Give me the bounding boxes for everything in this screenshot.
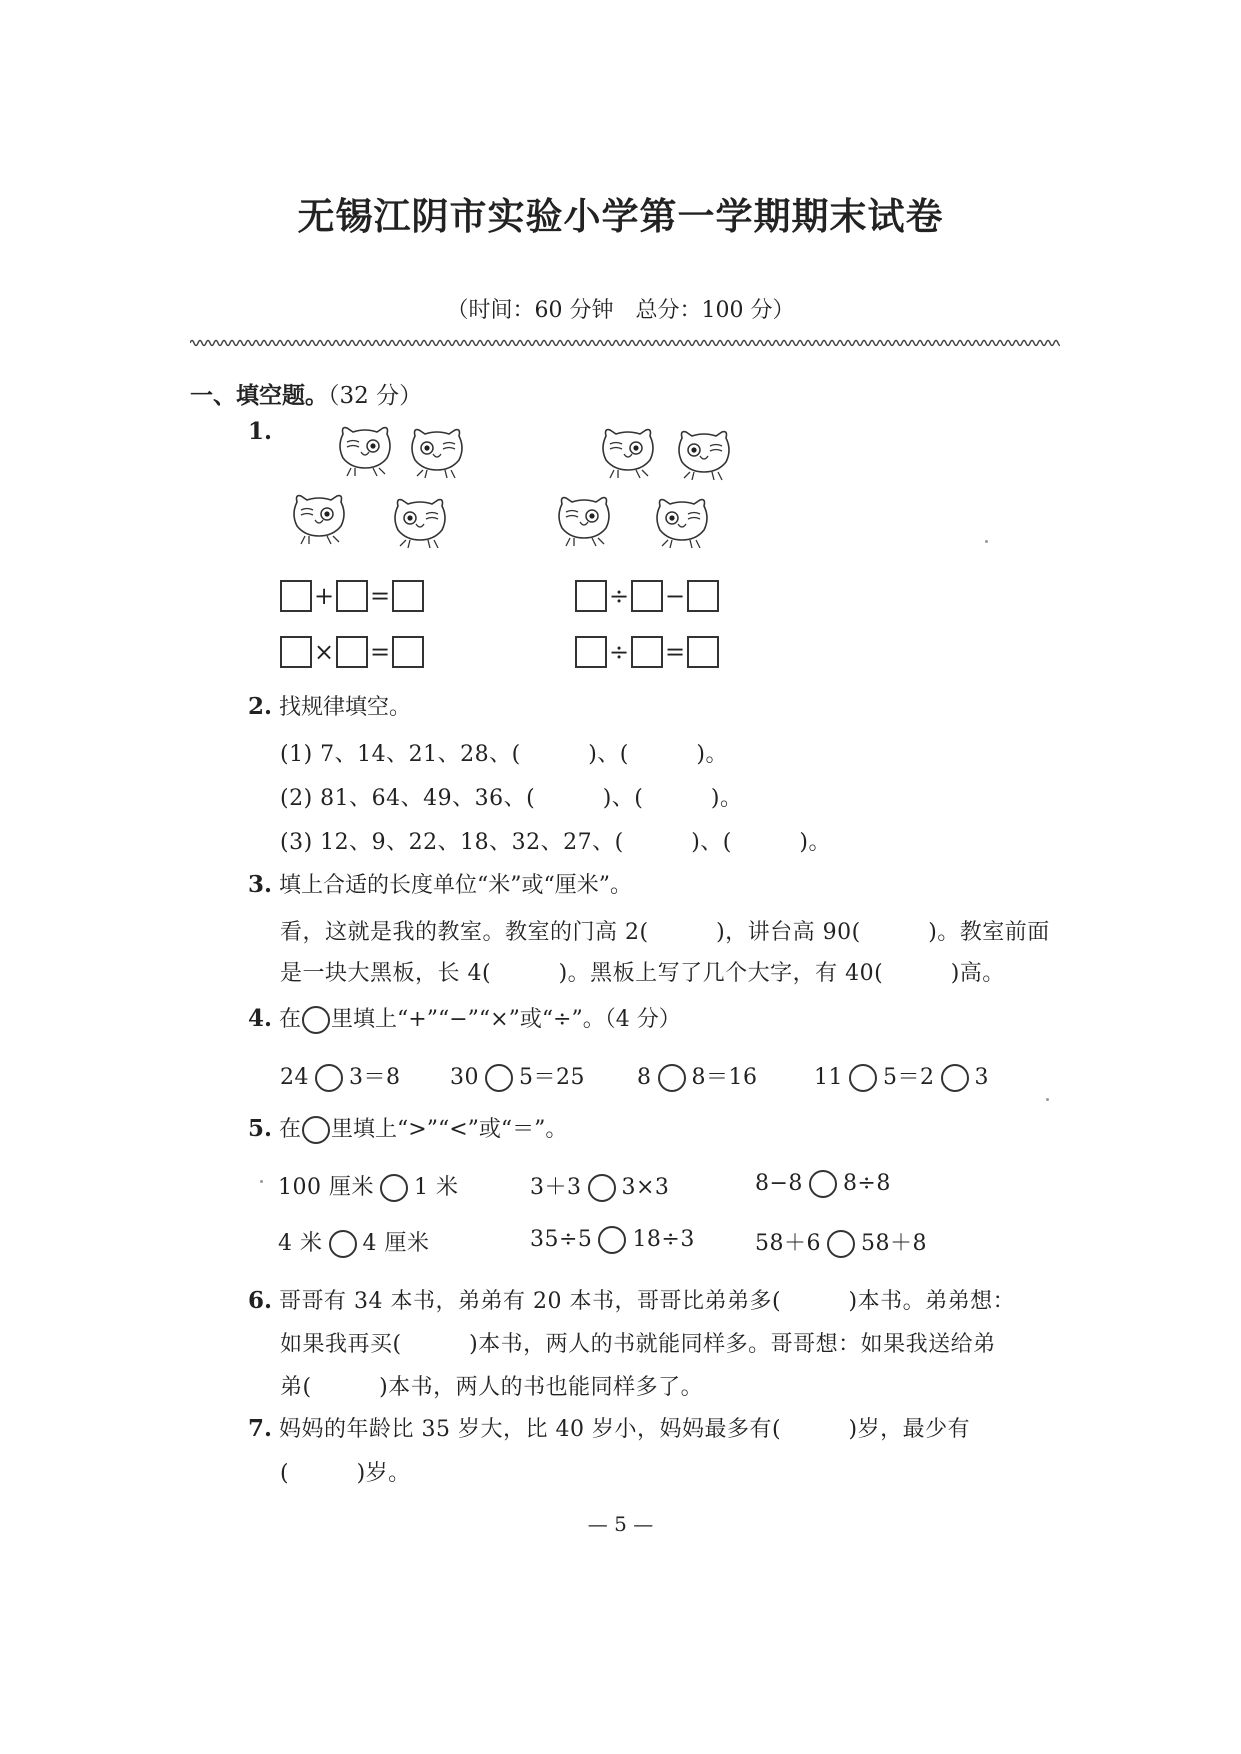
- question-2: [248, 690, 411, 721]
- answer-box[interactable]: [280, 580, 312, 612]
- answer-box[interactable]: [687, 580, 719, 612]
- circle-icon: [302, 1006, 330, 1034]
- paragraph-line: 哥哥有 34 本书，弟弟有 20 本书，哥哥比弟弟多( )本书。弟弟想：: [279, 1289, 1016, 1314]
- section-points: （32 分）: [328, 383, 423, 409]
- question-4: [248, 1002, 681, 1034]
- paragraph-line: ( )岁。: [280, 1461, 411, 1486]
- exam-info: （时间：60 分钟 总分：100 分）: [446, 298, 795, 323]
- operator: =: [664, 638, 686, 666]
- expr-part: 24: [280, 1065, 309, 1090]
- expr-part: 58＋8: [861, 1231, 927, 1256]
- expr-part: 100 厘米: [278, 1175, 374, 1200]
- section-label: 一、填空题。: [190, 382, 328, 409]
- expr-part: 8÷8: [842, 1171, 891, 1196]
- expr-part: 4 厘米: [362, 1231, 430, 1256]
- sequence-line: (1) 7、14、21、28、( )、( )。: [280, 742, 728, 767]
- answer-box[interactable]: [336, 636, 368, 668]
- question-text: 填上合适的长度单位“米”或“厘米”。: [279, 873, 633, 898]
- owl-icon: [672, 426, 736, 482]
- answer-circle[interactable]: [827, 1230, 855, 1258]
- answer-box[interactable]: [575, 580, 607, 612]
- question-number: 4.: [248, 1005, 273, 1032]
- answer-box[interactable]: [687, 636, 719, 668]
- operator-row: [637, 1060, 758, 1092]
- paragraph-line: 如果我再买( )本书，两人的书就能同样多。哥哥想：如果我送给弟: [280, 1332, 996, 1357]
- sequence-line: (2) 81、64、49、36、( )、( )。: [280, 786, 743, 811]
- operator: +: [313, 582, 335, 610]
- owl-icon: [596, 424, 660, 480]
- expr-part: 11: [814, 1065, 843, 1090]
- question-number: 7.: [248, 1415, 273, 1442]
- question-text: 里填上“+”“−”“×”或“÷”。（4 分）: [331, 1007, 681, 1032]
- owl-icon: [333, 422, 397, 478]
- section-heading: [190, 377, 422, 410]
- answer-circle[interactable]: [849, 1064, 877, 1092]
- answer-circle[interactable]: [941, 1064, 969, 1092]
- operator-row: [450, 1060, 585, 1092]
- answer-circle[interactable]: [598, 1226, 626, 1254]
- operator: ×: [313, 638, 335, 666]
- answer-box[interactable]: [575, 636, 607, 668]
- answer-circle[interactable]: [380, 1174, 408, 1202]
- question-text: 在: [279, 1117, 302, 1142]
- question-6: [248, 1284, 1015, 1315]
- paragraph-line: 看，这就是我的教室。教室的门高 2( )，讲台高 90( )。教室前面: [280, 920, 1050, 945]
- operator-row: [814, 1060, 989, 1092]
- paragraph-line: 是一块大黑板，长 4( )。黑板上写了几个大字，有 40( )高。: [280, 961, 1005, 986]
- expr-part: 30: [450, 1065, 479, 1090]
- answer-circle[interactable]: [329, 1230, 357, 1258]
- expr-part: 5＝25: [519, 1065, 585, 1090]
- scan-speck: [260, 1180, 263, 1183]
- owl-icon: [405, 424, 469, 480]
- answer-box[interactable]: [631, 636, 663, 668]
- question-7: [248, 1412, 970, 1443]
- owl-icon: [650, 494, 714, 550]
- scan-speck: [985, 540, 988, 543]
- answer-circle[interactable]: [658, 1064, 686, 1092]
- expr-part: 3＋3: [530, 1175, 582, 1200]
- page-title: 无锡江阴市实验小学第一学期期末试卷: [297, 194, 944, 238]
- expr-part: 8＝16: [691, 1065, 758, 1090]
- question-number: 2.: [248, 693, 273, 720]
- expr-part: 3×3: [621, 1175, 670, 1200]
- question-text: 找规律填空。: [279, 695, 412, 720]
- expr-part: 8: [637, 1065, 652, 1090]
- compare-item: [530, 1170, 669, 1202]
- answer-box[interactable]: [631, 580, 663, 612]
- compare-item: [755, 1226, 927, 1258]
- owl-icon: [552, 492, 616, 548]
- question-number: 1.: [248, 418, 273, 445]
- expr-part: 1 米: [414, 1175, 459, 1200]
- question-number: 3.: [248, 871, 273, 898]
- owl-icon: [388, 494, 452, 550]
- compare-item: [530, 1226, 695, 1254]
- answer-circle[interactable]: [809, 1170, 837, 1198]
- expr-part: 35÷5: [530, 1227, 593, 1252]
- wavy-divider: [190, 336, 1060, 350]
- expr-part: 4 米: [278, 1231, 323, 1256]
- question-number: 6.: [248, 1287, 273, 1314]
- operator-row: [280, 1060, 401, 1092]
- operator: ÷: [608, 638, 630, 666]
- operator: −: [664, 582, 686, 610]
- answer-box[interactable]: [392, 636, 424, 668]
- page-number: — 5 —: [587, 1512, 654, 1536]
- expr-part: 8−8: [755, 1171, 803, 1196]
- expr-part: 5＝2: [883, 1065, 935, 1090]
- operator: =: [369, 638, 391, 666]
- question-5: [248, 1112, 567, 1144]
- expr-part: 18÷3: [632, 1227, 695, 1252]
- operator: =: [369, 582, 391, 610]
- operator: ÷: [608, 582, 630, 610]
- answer-box[interactable]: [336, 580, 368, 612]
- compare-item: [755, 1170, 891, 1198]
- scan-speck: [1046, 1098, 1049, 1101]
- owl-icon: [287, 490, 351, 546]
- answer-circle[interactable]: [315, 1064, 343, 1092]
- answer-circle[interactable]: [485, 1064, 513, 1092]
- answer-circle[interactable]: [588, 1174, 616, 1202]
- circle-icon: [302, 1116, 330, 1144]
- expr-part: 58＋6: [755, 1231, 821, 1256]
- expr-part: 3＝8: [349, 1065, 401, 1090]
- equation-row: [575, 636, 719, 668]
- question-text: 里填上“>”“<”或“＝”。: [331, 1117, 568, 1142]
- equation-row: [575, 580, 719, 612]
- equation-row: [280, 636, 424, 668]
- expr-part: 3: [974, 1065, 989, 1090]
- compare-item: [278, 1170, 459, 1202]
- compare-item: [278, 1226, 430, 1258]
- paragraph-line: 妈妈的年龄比 35 岁大，比 40 岁小，妈妈最多有( )岁，最少有: [279, 1417, 971, 1442]
- question-number: 5.: [248, 1115, 273, 1142]
- answer-box[interactable]: [280, 636, 312, 668]
- answer-box[interactable]: [392, 580, 424, 612]
- question-text: 在: [279, 1007, 302, 1032]
- question-3: [248, 868, 632, 899]
- sequence-line: (3) 12、9、22、18、32、27、( )、( )。: [280, 830, 831, 855]
- paragraph-line: 弟( )本书，两人的书也能同样多了。: [280, 1375, 704, 1400]
- equation-row: [280, 580, 424, 612]
